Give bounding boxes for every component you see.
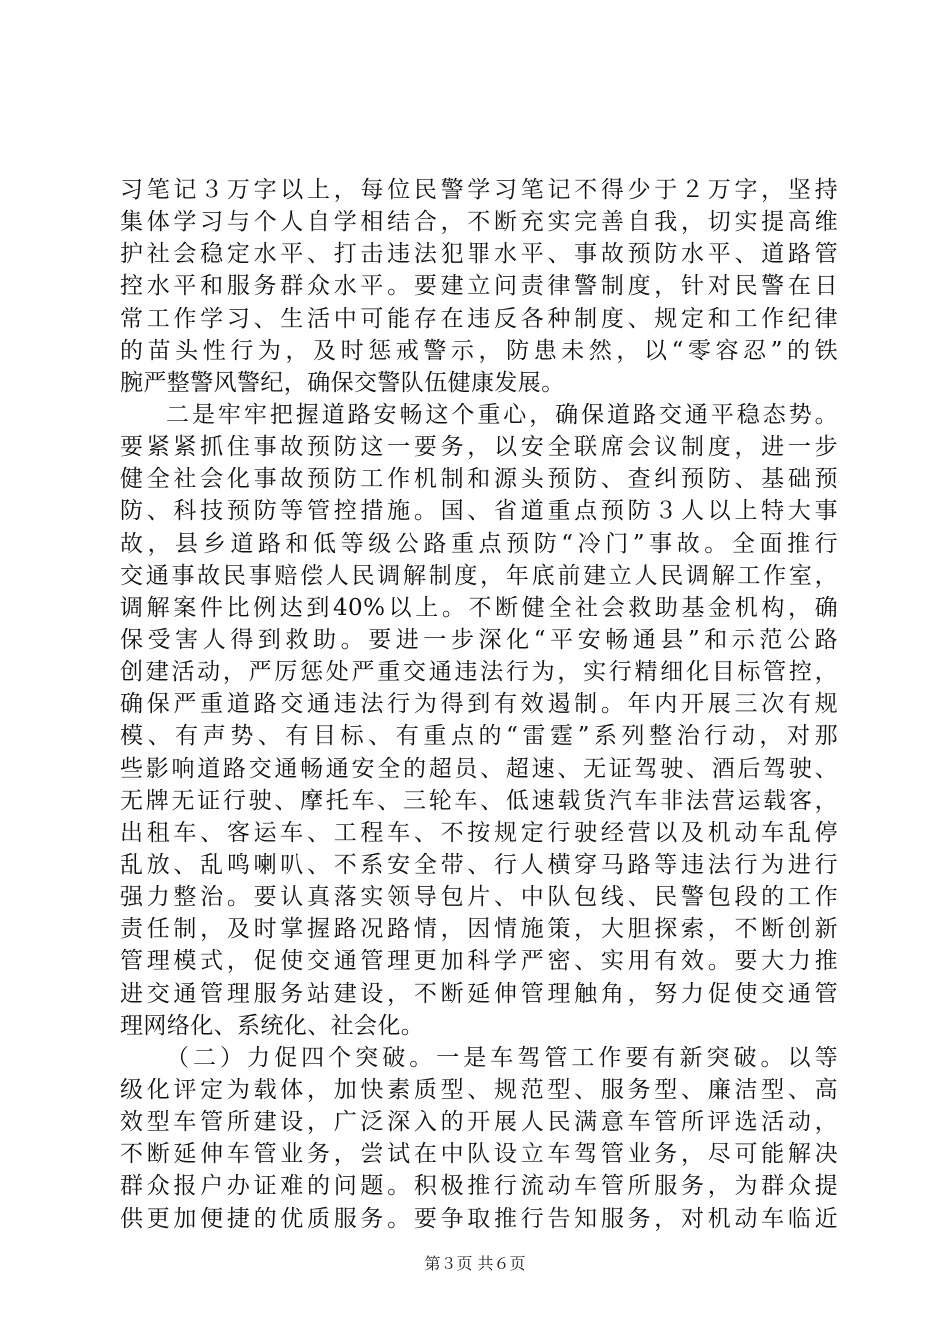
text-line: 二是牢牢把握道路安畅这个重心，确保道路交通平稳态势。: [166, 401, 838, 428]
text-line: 护社会稳定水平、打击违法犯罪水平、事故预防水平、道路管: [120, 241, 838, 268]
text-line: （二）力促四个突破。一是车驾管工作要有新突破。以等: [166, 1044, 838, 1071]
text-line: 无牌无证行驶、摩托车、三轮车、低速载货汽车非法营运载客，: [120, 787, 838, 814]
text-line: 效型车管所建设，广泛深入的开展人民满意车管所评选活动，: [120, 1109, 838, 1136]
text-line: 确保严重道路交通违法行为得到有效遏制。年内开展三次有规: [120, 691, 838, 718]
text-line: 健全社会化事故预防工作机制和源头预防、查纠预防、基础预: [120, 466, 838, 493]
text-line: 责任制，及时掌握路况路情，因情施策，大胆探索，不断创新: [120, 916, 838, 943]
text-line: 不断延伸车管业务，尝试在中队设立车驾管业务，尽可能解决: [120, 1141, 838, 1168]
text-line: 故，县乡道路和低等级公路重点预防“冷门”事故。全面推行: [120, 530, 838, 557]
text-line: 进交通管理服务站建设，不断延伸管理触角，努力促使交通管: [120, 980, 838, 1007]
text-line: 常工作学习、生活中可能存在违反各种制度、规定和工作纪律: [120, 305, 838, 332]
text-line: 调解案件比例达到40%以上。不断健全社会救助基金机构，确: [120, 594, 838, 621]
text-line: 模、有声势、有目标、有重点的“雷霆”系列整治行动，对那: [120, 723, 838, 750]
text-line: 防、科技预防等管控措施。国、省道重点预防３人以上特大事: [120, 498, 838, 525]
text-line: 群众报户办证难的问题。积极推行流动车管所服务，为群众提: [120, 1173, 838, 1200]
text-line: 要紧紧抓住事故预防这一要务，以安全联席会议制度，进一步: [120, 434, 838, 461]
text-line: 供更加便捷的优质服务。要争取推行告知服务，对机动车临近: [120, 1205, 838, 1232]
text-line: 的苗头性行为，及时惩戒警示，防患未然，以“零容忍”的铁: [120, 337, 838, 364]
text-line: 习笔记３万字以上，每位民警学习笔记不得少于２万字，坚持: [120, 177, 838, 203]
page-footer: [0, 1254, 950, 1274]
text-line: 些影响道路交通畅通安全的超员、超速、无证驾驶、酒后驾驶、: [120, 755, 838, 782]
text-line: 集体学习与个人自学相结合，不断充实完善自我，切实提高维: [120, 209, 838, 236]
text-line: 理网络化、系统化、社会化。: [120, 1012, 425, 1039]
text-line: 出租车、客运车、工程车、不按规定行驶经营以及机动车乱停: [120, 819, 838, 846]
text-line: 保受害人得到救助。要进一步深化“平安畅通县”和示范公路: [120, 626, 838, 653]
text-line: 创建活动，严厉惩处严重交通违法行为，实行精细化目标管控，: [120, 659, 838, 686]
body-text: [120, 174, 838, 1235]
text-line: 强力整治。要认真落实领导包片、中队包线、民警包段的工作: [120, 884, 838, 911]
page-number-label: 第３页 共６页: [424, 1254, 526, 1273]
text-line: 交通事故民事赔偿人民调解制度，年底前建立人民调解工作室，: [120, 562, 838, 589]
text-line: 乱放、乱鸣喇叭、不系安全带、行人横穿马路等违法行为进行: [120, 851, 838, 878]
text-line: 控水平和服务群众水平。要建立问责律警制度，针对民警在日: [120, 273, 838, 300]
text-line: 腕严整警风警纪，确保交警队伍健康发展。: [120, 369, 565, 396]
text-line: 管理模式，促使交通管理更加科学严密、实用有效。要大力推: [120, 948, 838, 975]
text-line: 级化评定为载体，加快素质型、规范型、服务型、廉洁型、高: [120, 1076, 838, 1103]
